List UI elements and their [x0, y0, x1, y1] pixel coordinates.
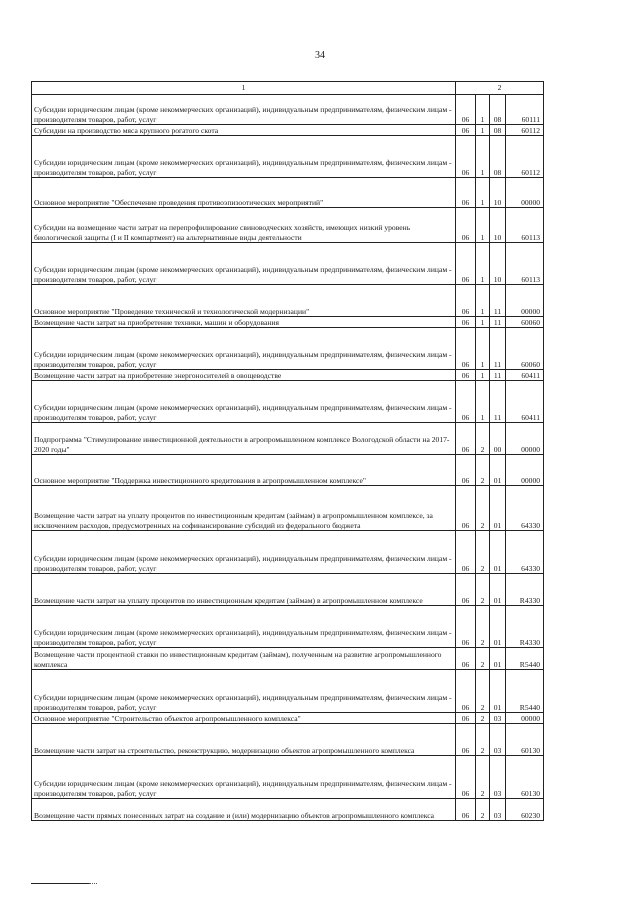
- table-row: [32, 370, 544, 381]
- subprogram-code-cell: 10: [490, 243, 506, 285]
- target-code-cell: 60112: [506, 125, 544, 136]
- target-code-cell: R4330: [506, 606, 544, 648]
- target-code-cell: 64330: [506, 531, 544, 574]
- subprogram-code-cell: 01: [490, 648, 506, 670]
- program-code-cell: 1: [476, 328, 490, 370]
- subprogram-code-cell: 11: [490, 285, 506, 317]
- row-name-cell: Субсидии юридическим лицам (кроме некоммерческих организаций), индивидуальным предпринимателям, физическим лицам - производителям товаров, работ, услуг: [32, 95, 456, 125]
- row-name-cell: Возмещение части затрат на приобретение энергоносителей в овощеводстве: [32, 370, 456, 381]
- program-code-cell: 1: [476, 285, 490, 317]
- target-code-cell: 60130: [506, 724, 544, 756]
- target-code-cell: R4330: [506, 574, 544, 606]
- target-code-cell: 60113: [506, 243, 544, 285]
- subprogram-code-cell: 01: [490, 486, 506, 531]
- section-code-cell: 06: [456, 713, 476, 724]
- table-row: [32, 243, 544, 285]
- target-code-cell: 60111: [506, 95, 544, 125]
- section-code-cell: 06: [456, 285, 476, 317]
- row-name-cell: Основное мероприятие "Обеспечение проведения противоэпизоотических мероприятий": [32, 178, 456, 208]
- program-code-cell: 2: [476, 455, 490, 486]
- footnote-rule: [31, 883, 89, 884]
- table-row: [32, 95, 544, 125]
- row-name-cell: Основное мероприятие "Строительство объектов агропромышленного комплекса": [32, 713, 456, 724]
- target-code-cell: 64330: [506, 486, 544, 531]
- program-code-cell: 1: [476, 178, 490, 208]
- subprogram-code-cell: 10: [490, 178, 506, 208]
- subprogram-code-cell: 03: [490, 799, 506, 821]
- section-code-cell: 06: [456, 381, 476, 423]
- section-code-cell: 06: [456, 648, 476, 670]
- program-code-cell: 2: [476, 486, 490, 531]
- row-name-cell: Возмещение части затрат на уплату процентов по инвестиционным кредитам (займам) в агропромышленном комплексе: [32, 574, 456, 606]
- row-name-cell: Субсидии юридическим лицам (кроме некоммерческих организаций), индивидуальным предпринимателям, физическим лицам - производителям товаров, работ, услуг: [32, 606, 456, 648]
- target-code-cell: 60113: [506, 208, 544, 243]
- subprogram-code-cell: 08: [490, 125, 506, 136]
- subprogram-code-cell: 10: [490, 208, 506, 243]
- section-code-cell: 06: [456, 317, 476, 328]
- table-row: [32, 285, 544, 317]
- target-code-cell: 60230: [506, 799, 544, 821]
- table-row: [32, 756, 544, 799]
- row-name-cell: Возмещение части затрат на строительство, реконструкцию, модернизацию объектов агропромышленного комплекса: [32, 724, 456, 756]
- row-name-cell: Субсидии юридическим лицам (кроме некоммерческих организаций), индивидуальным предпринимателям, физическим лицам - производителям товаров, работ, услуг: [32, 243, 456, 285]
- section-code-cell: 06: [456, 455, 476, 486]
- subprogram-code-cell: 03: [490, 724, 506, 756]
- section-code-cell: 06: [456, 125, 476, 136]
- section-code-cell: 06: [456, 531, 476, 574]
- table-row: [32, 574, 544, 606]
- header-col-2: 2: [456, 82, 544, 95]
- table-row: [32, 648, 544, 670]
- section-code-cell: 06: [456, 486, 476, 531]
- subprogram-code-cell: 01: [490, 455, 506, 486]
- section-code-cell: 06: [456, 606, 476, 648]
- row-name-cell: Подпрограмма "Стимулирование инвестиционной деятельности в агропромышленном комплексе Вологодской области на 2017-2020 годы": [32, 423, 456, 455]
- target-code-cell: 60112: [506, 136, 544, 178]
- section-code-cell: 06: [456, 574, 476, 606]
- target-code-cell: 60060: [506, 317, 544, 328]
- row-name-cell: Субсидии на возмещение части затрат на перепрофилирование свиноводческих хозяйств, имеющих низкий уровень биологической защиты (I и II компартмент) на альтернативные виды деятельности: [32, 208, 456, 243]
- budget-table: [31, 81, 544, 821]
- row-name-cell: Субсидии юридическим лицам (кроме некоммерческих организаций), индивидуальным предпринимателям, физическим лицам - производителям товаров, работ, услуг: [32, 531, 456, 574]
- table-row: [32, 423, 544, 455]
- subprogram-code-cell: 11: [490, 328, 506, 370]
- row-name-cell: Возмещение части процентной ставки по инвестиционным кредитам (займам), полученным на развитие агропромышленного комплекса: [32, 648, 456, 670]
- program-code-cell: 2: [476, 574, 490, 606]
- program-code-cell: 2: [476, 724, 490, 756]
- subprogram-code-cell: 01: [490, 670, 506, 713]
- target-code-cell: 00000: [506, 713, 544, 724]
- table-row: [32, 455, 544, 486]
- table-row: [32, 713, 544, 724]
- program-code-cell: 1: [476, 381, 490, 423]
- program-code-cell: 1: [476, 95, 490, 125]
- section-code-cell: 06: [456, 370, 476, 381]
- subprogram-code-cell: 11: [490, 381, 506, 423]
- subprogram-code-cell: 08: [490, 95, 506, 125]
- program-code-cell: 1: [476, 243, 490, 285]
- table-row: [32, 486, 544, 531]
- table-row: [32, 670, 544, 713]
- footnote-dots: [89, 883, 97, 884]
- program-code-cell: 1: [476, 370, 490, 381]
- subprogram-code-cell: 01: [490, 531, 506, 574]
- subprogram-code-cell: 11: [490, 317, 506, 328]
- target-code-cell: 00000: [506, 423, 544, 455]
- table-row: [32, 136, 544, 178]
- table-row: [32, 178, 544, 208]
- section-code-cell: 06: [456, 243, 476, 285]
- subprogram-code-cell: 01: [490, 606, 506, 648]
- target-code-cell: 60060: [506, 328, 544, 370]
- table-row: [32, 317, 544, 328]
- table-row: [32, 328, 544, 370]
- program-code-cell: 2: [476, 423, 490, 455]
- row-name-cell: Основное мероприятие "Поддержка инвестиционного кредитования в агропромышленном комплексе": [32, 455, 456, 486]
- row-name-cell: Субсидии юридическим лицам (кроме некоммерческих организаций), индивидуальным предпринимателям, физическим лицам - производителям товаров, работ, услуг: [32, 670, 456, 713]
- page-number: 34: [315, 50, 325, 61]
- program-code-cell: 1: [476, 208, 490, 243]
- target-code-cell: 00000: [506, 178, 544, 208]
- subprogram-code-cell: 11: [490, 370, 506, 381]
- section-code-cell: 06: [456, 208, 476, 243]
- row-name-cell: Возмещение части затрат на уплату процентов по инвестиционным кредитам (займам) в агропромышленном комплексе, за исключением расходов, предусмотренных на софинансирование субсидий из федерального бюджета: [32, 486, 456, 531]
- program-code-cell: 2: [476, 713, 490, 724]
- program-code-cell: 2: [476, 648, 490, 670]
- section-code-cell: 06: [456, 178, 476, 208]
- row-name-cell: Субсидии юридическим лицам (кроме некоммерческих организаций), индивидуальным предпринимателям, физическим лицам - производителям товаров, работ, услуг: [32, 136, 456, 178]
- section-code-cell: 06: [456, 136, 476, 178]
- row-name-cell: Возмещение части затрат на приобретение техники, машин и оборудования: [32, 317, 456, 328]
- section-code-cell: 06: [456, 423, 476, 455]
- target-code-cell: 60411: [506, 381, 544, 423]
- table-row: [32, 606, 544, 648]
- target-code-cell: 00000: [506, 455, 544, 486]
- row-name-cell: Субсидии юридическим лицам (кроме некоммерческих организаций), индивидуальным предпринимателям, физическим лицам - производителям товаров, работ, услуг: [32, 381, 456, 423]
- table-header-row: [32, 82, 544, 95]
- subprogram-code-cell: 08: [490, 136, 506, 178]
- target-code-cell: 00000: [506, 285, 544, 317]
- row-name-cell: Субсидии на производство мяса крупного рогатого скота: [32, 125, 456, 136]
- program-code-cell: 2: [476, 606, 490, 648]
- section-code-cell: 06: [456, 95, 476, 125]
- table-row: [32, 724, 544, 756]
- row-name-cell: Субсидии юридическим лицам (кроме некоммерческих организаций), индивидуальным предпринимателям, физическим лицам - производителям товаров, работ, услуг: [32, 756, 456, 799]
- target-code-cell: 60130: [506, 756, 544, 799]
- target-code-cell: 60411: [506, 370, 544, 381]
- section-code-cell: 06: [456, 756, 476, 799]
- header-col-1: 1: [32, 82, 456, 95]
- target-code-cell: R5440: [506, 670, 544, 713]
- table-row: [32, 799, 544, 821]
- program-code-cell: 1: [476, 125, 490, 136]
- table-row: [32, 381, 544, 423]
- table-row: [32, 531, 544, 574]
- row-name-cell: Субсидии юридическим лицам (кроме некоммерческих организаций), индивидуальным предпринимателям, физическим лицам - производителям товаров, работ, услуг: [32, 328, 456, 370]
- target-code-cell: R5440: [506, 648, 544, 670]
- program-code-cell: 2: [476, 670, 490, 713]
- subprogram-code-cell: 03: [490, 713, 506, 724]
- subprogram-code-cell: 00: [490, 423, 506, 455]
- program-code-cell: 2: [476, 531, 490, 574]
- subprogram-code-cell: 03: [490, 756, 506, 799]
- section-code-cell: 06: [456, 799, 476, 821]
- row-name-cell: Основное мероприятие "Проведение технической и технологической модернизации": [32, 285, 456, 317]
- program-code-cell: 1: [476, 317, 490, 328]
- program-code-cell: 2: [476, 799, 490, 821]
- table-row: [32, 125, 544, 136]
- program-code-cell: 1: [476, 136, 490, 178]
- section-code-cell: 06: [456, 328, 476, 370]
- program-code-cell: 2: [476, 756, 490, 799]
- section-code-cell: 06: [456, 670, 476, 713]
- row-name-cell: Возмещение части прямых понесенных затрат на создание и (или) модернизацию объектов агропромышленного комплекса: [32, 799, 456, 821]
- subprogram-code-cell: 01: [490, 574, 506, 606]
- section-code-cell: 06: [456, 724, 476, 756]
- table-row: [32, 208, 544, 243]
